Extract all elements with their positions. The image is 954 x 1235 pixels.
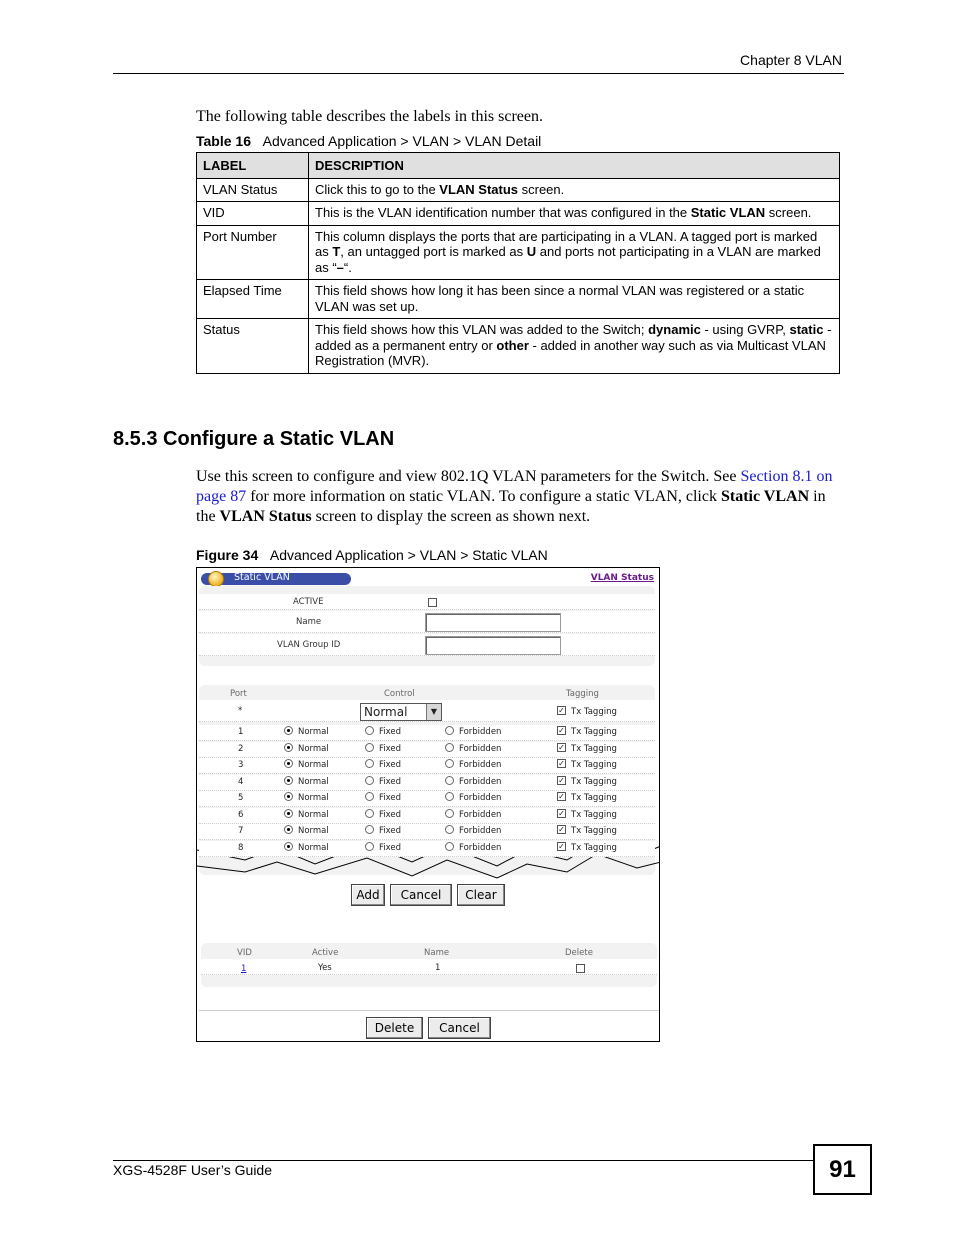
table-cell-description: This field shows how this VLAN was added to the Switch; dynamic - using GVRP, static - added as a permanent entry or other - added in another way such as via Multicast VLAN Registration (MVR). [309, 319, 840, 374]
table-cell-label: Elapsed Time [197, 280, 309, 319]
tx-tagging-label: Tx Tagging [571, 842, 617, 853]
forbidden-label: Forbidden [459, 743, 502, 754]
tx-tagging-label: Tx Tagging [571, 809, 617, 820]
name-input[interactable] [425, 613, 561, 632]
forbidden-label: Forbidden [459, 826, 502, 836]
forbidden-radio[interactable] [445, 776, 454, 785]
all-ports-symbol: * [238, 706, 243, 716]
port-number: 8 [238, 842, 244, 853]
fixed-label: Fixed [379, 727, 402, 737]
tx-tagging-all-label: Tx Tagging [571, 707, 617, 717]
para-text-3: in the [196, 488, 826, 525]
delete-button[interactable]: Delete [366, 1017, 423, 1039]
name-header: Name [424, 948, 450, 958]
fixed-label: Fixed [379, 760, 402, 770]
active-row [199, 594, 655, 610]
chevron-down-icon[interactable]: ▼ [426, 704, 441, 720]
normal-label: Normal [298, 826, 329, 836]
label-description-table [196, 152, 840, 374]
forbidden-radio[interactable] [445, 809, 454, 818]
port-number: 6 [238, 809, 244, 820]
forbidden-label: Forbidden [459, 727, 502, 737]
fixed-label: Fixed [379, 776, 402, 787]
port-number: 4 [238, 776, 244, 787]
normal-radio[interactable] [284, 825, 293, 834]
table-caption-title: Advanced Application > VLAN > VLAN Detail [262, 133, 542, 149]
forbidden-label: Forbidden [459, 809, 502, 820]
table-row [197, 202, 840, 226]
table-cell-description: Click this to go to the VLAN Status screen. [309, 178, 840, 202]
chapter-header: Chapter 8 VLAN [740, 52, 842, 68]
normal-label: Normal [298, 727, 329, 737]
fixed-label: Fixed [379, 842, 402, 853]
fixed-radio[interactable] [365, 792, 374, 801]
tx-tagging-label: Tx Tagging [571, 826, 617, 836]
normal-label: Normal [298, 793, 329, 803]
clear-button[interactable]: Clear [457, 884, 505, 906]
table-header-row [197, 153, 840, 179]
normal-radio[interactable] [284, 726, 293, 735]
forbidden-radio[interactable] [445, 743, 454, 752]
fixed-label: Fixed [379, 809, 402, 820]
table-row [197, 178, 840, 202]
active-label: ACTIVE [293, 597, 324, 607]
figure-caption-title: Advanced Application > VLAN > Static VLAN [269, 547, 548, 563]
section-heading: 8.5.3 Configure a Static VLAN [113, 428, 395, 450]
fixed-radio[interactable] [365, 776, 374, 785]
title-orb-icon [208, 571, 224, 587]
tx-tagging-label: Tx Tagging [571, 793, 617, 803]
table-cell-description: This field shows how long it has been since a normal VLAN was registered or a static VLAN was set up. [309, 280, 840, 319]
normal-label: Normal [298, 776, 329, 787]
tx-tagging-checkbox[interactable]: ✓ [558, 759, 565, 768]
port-number: 5 [238, 793, 244, 803]
forbidden-label: Forbidden [459, 842, 502, 853]
table-row [197, 225, 840, 280]
port-number: 3 [238, 760, 244, 770]
fixed-radio[interactable] [365, 842, 374, 851]
table-row [197, 280, 840, 319]
tx-tagging-label: Tx Tagging [571, 727, 617, 737]
tx-tagging-checkbox[interactable]: ✓ [558, 726, 565, 735]
normal-label: Normal [298, 760, 329, 770]
delete-checkbox[interactable] [576, 964, 585, 973]
delete-header: Delete [565, 948, 593, 958]
fixed-radio[interactable] [365, 726, 374, 735]
vlan-group-id-input[interactable] [425, 636, 561, 655]
para-text-2: for more information on static VLAN. To configure a static VLAN, click [246, 488, 721, 505]
normal-radio[interactable] [284, 792, 293, 801]
forbidden-radio[interactable] [445, 759, 454, 768]
vlan-list-row [201, 959, 657, 975]
add-button[interactable]: Add [351, 884, 385, 906]
active-checkbox[interactable] [428, 598, 437, 607]
tx-tagging-checkbox[interactable]: ✓ [558, 808, 565, 818]
control-select-all[interactable] [360, 703, 442, 721]
normal-label: Normal [298, 842, 329, 853]
table-cell-label: VID [197, 202, 309, 226]
para-text-4: screen to display the screen as shown next. [311, 508, 591, 525]
bottom-cancel-button[interactable]: Cancel [428, 1017, 491, 1039]
divider [199, 1010, 659, 1011]
port-number: 7 [238, 826, 244, 836]
table-row [197, 319, 840, 374]
port-number: 2 [238, 743, 244, 754]
normal-radio[interactable] [284, 776, 293, 785]
tx-tagging-label: Tx Tagging [571, 743, 617, 754]
port-header: Port [230, 689, 247, 699]
fixed-label: Fixed [379, 826, 402, 836]
name-label: Name [296, 617, 322, 627]
table-cell-label: Port Number [197, 225, 309, 280]
page-number: 91 [813, 1144, 872, 1195]
tx-tagging-checkbox[interactable]: ✓ [558, 775, 565, 785]
normal-radio[interactable] [284, 743, 293, 752]
fixed-radio[interactable] [365, 809, 374, 818]
forbidden-radio[interactable] [445, 825, 454, 834]
figure-caption [196, 547, 548, 563]
fixed-radio[interactable] [365, 743, 374, 752]
section-link[interactable]: Section 8.1 on page 87 [196, 468, 833, 505]
guide-title: XGS-4528F User’s Guide [113, 1162, 272, 1178]
forbidden-radio[interactable] [445, 842, 454, 851]
para-bold-static-vlan: Static VLAN [720, 488, 810, 505]
footer-rule [113, 1160, 813, 1161]
table-cell-description: This column displays the ports that are participating in a VLAN. A tagged port is marked as T, an untagged port is marked as U and ports not participating in a VLAN are marked as “–“. [309, 225, 840, 280]
header-rule [113, 73, 844, 74]
vlan-status-link[interactable]: VLAN Status [590, 573, 654, 583]
tx-tagging-all-checkbox[interactable]: ✓ [558, 706, 565, 715]
forbidden-label: Forbidden [459, 793, 502, 803]
fixed-radio[interactable] [365, 759, 374, 768]
table-caption [196, 133, 541, 149]
control-select-value: Normal [364, 705, 408, 719]
active-value: Yes [318, 963, 332, 973]
forbidden-label: Forbidden [459, 760, 502, 770]
tx-tagging-label: Tx Tagging [571, 776, 617, 787]
break-line-bottom [197, 854, 660, 878]
normal-label: Normal [298, 809, 329, 820]
normal-radio[interactable] [284, 809, 293, 818]
para-bold-vlan-status: VLAN Status [219, 508, 312, 525]
tx-tagging-checkbox[interactable]: ✓ [558, 841, 565, 851]
fixed-radio[interactable] [365, 825, 374, 834]
forbidden-radio[interactable] [445, 792, 454, 801]
section-paragraph [196, 467, 836, 527]
forbidden-radio[interactable] [445, 726, 454, 735]
table-cell-label: VLAN Status [197, 178, 309, 202]
table-caption-number: Table 16 [196, 133, 251, 149]
vlan-group-id-label: VLAN Group ID [277, 640, 341, 650]
fixed-label: Fixed [379, 743, 402, 754]
intro-text: The following table describes the labels in this screen. [196, 108, 544, 125]
tx-tagging-checkbox[interactable]: ✓ [558, 825, 565, 834]
tx-tagging-checkbox[interactable]: ✓ [558, 792, 565, 801]
screen-title: Static VLAN [234, 572, 290, 583]
fixed-label: Fixed [379, 793, 402, 803]
port-number: 1 [238, 727, 244, 737]
tagging-header: Tagging [566, 689, 599, 699]
static-vlan-screenshot [196, 567, 660, 1042]
figure-caption-number: Figure 34 [196, 547, 259, 563]
control-header: Control [384, 689, 415, 699]
active-header: Active [312, 948, 339, 958]
forbidden-label: Forbidden [459, 776, 502, 787]
name-value: 1 [435, 963, 441, 973]
para-text-1: Use this screen to configure and view 802.1Q VLAN parameters for the Switch. See [196, 468, 741, 485]
normal-radio[interactable] [284, 759, 293, 768]
vid-header: VID [237, 948, 252, 958]
tx-tagging-label: Tx Tagging [571, 760, 617, 770]
table-header-label: LABEL [197, 153, 309, 179]
normal-label: Normal [298, 743, 329, 754]
normal-radio[interactable] [284, 842, 293, 851]
vid-link[interactable]: 1 [241, 964, 247, 974]
table-cell-description: This is the VLAN identification number that was configured in the Static VLAN screen. [309, 202, 840, 226]
cancel-button[interactable]: Cancel [390, 884, 452, 906]
table-cell-label: Status [197, 319, 309, 374]
table-header-description: DESCRIPTION [309, 153, 840, 179]
tx-tagging-checkbox[interactable]: ✓ [558, 742, 565, 752]
